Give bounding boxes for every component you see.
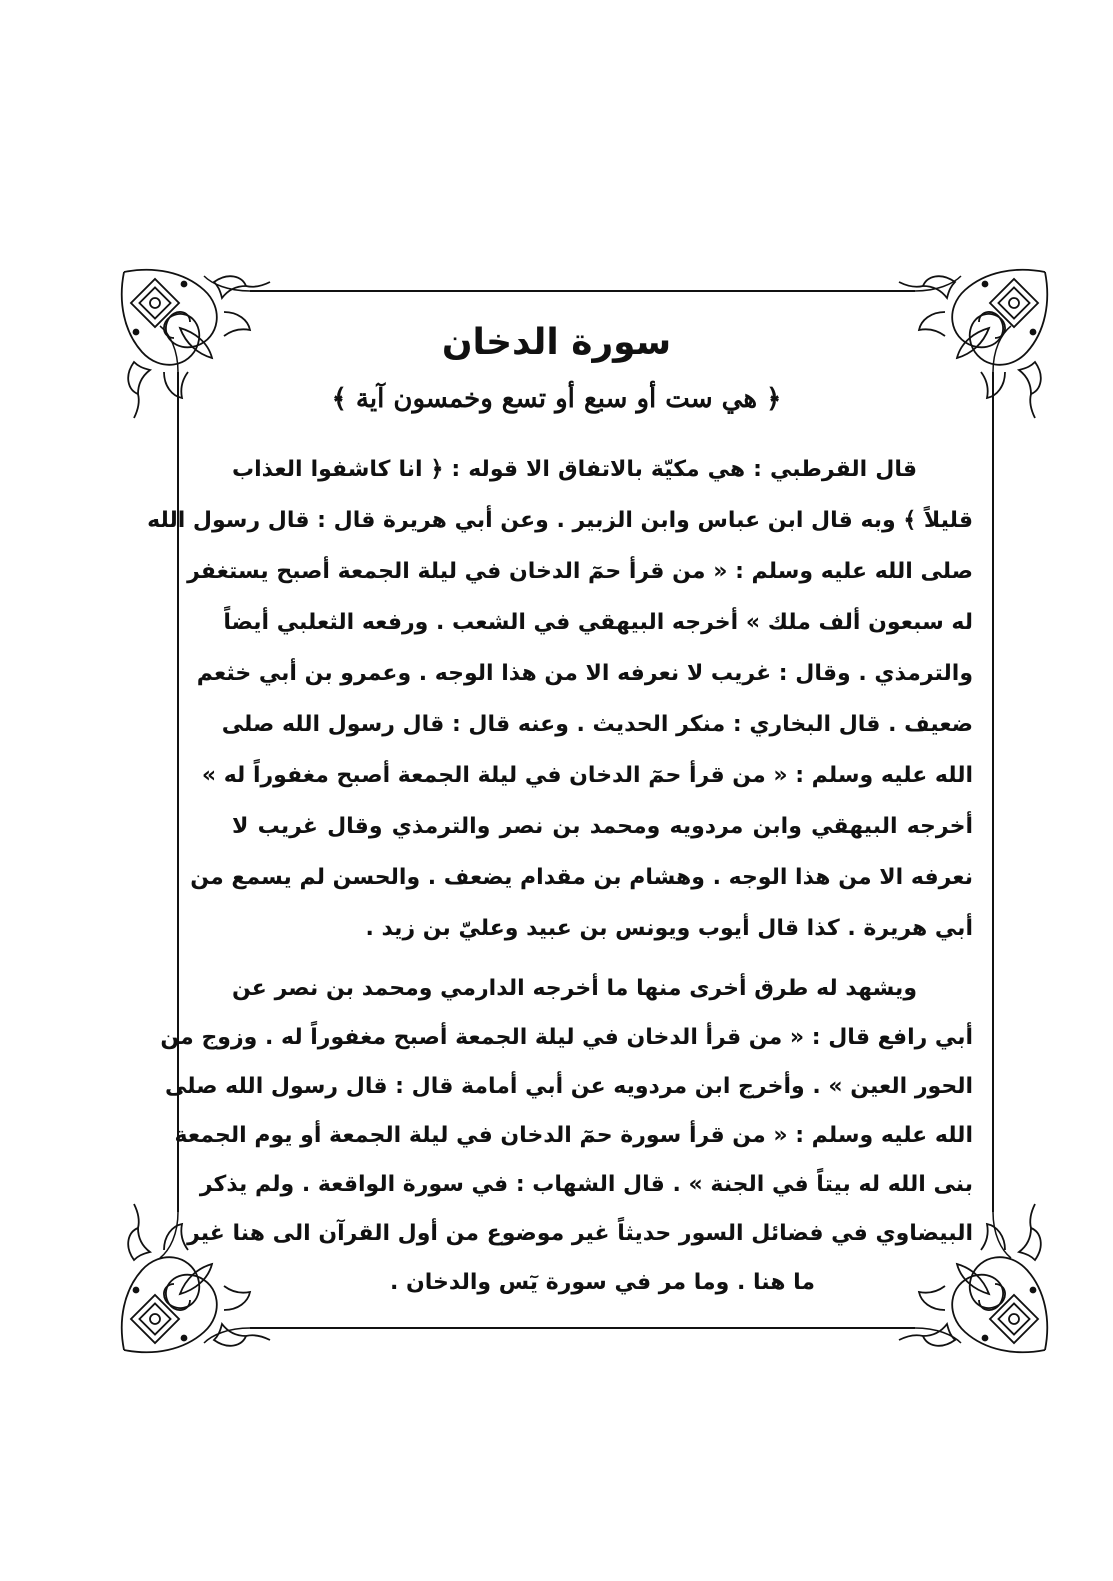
text-line: أخرجه البيهقي وابن مردويه ومحمد بن نصر والترمذي وقال غريب لا [232, 814, 973, 839]
curl-bl-v [160, 1212, 178, 1258]
text-line: بنى الله له بيتاً في الجنة » . قال الشهاب : في سورة الواقعة . ولم يذكر [199, 1172, 973, 1197]
paragraph-2 [160, 964, 973, 1307]
text-line: الله عليه وسلم : « من قرأ حمٓ الدخان في ليلة الجمعة أصبح مغفوراً له » [201, 763, 973, 788]
text-line: الحور العين » . وأخرج ابن مردويه عن أبي أمامة قال : قال رسول الله صلى [164, 1074, 973, 1099]
surah-subtitle: ﴿ هي ست أو سبع أو تسع وخمسون آية ﴾ [331, 384, 782, 414]
surah-title: سورة الدخان [441, 322, 672, 363]
text-line: أبي رافع قال : « من قرأ الدخان في ليلة الجمعة أصبح مغفوراً له . وزوج من [160, 1025, 973, 1050]
text-line: البيضاوي في فضائل السور حديثاً غير موضوع من أول القرآن الى هنا غير [187, 1221, 973, 1246]
text-line: والترمذي . وقال : غريب لا نعرفه الا من هذا الوجه . وعمرو بن أبي خثعم [196, 661, 973, 686]
text-line: ما هنا . وما مر في سورة يٓس والدخان . [389, 1270, 816, 1295]
paragraph-1 [147, 444, 973, 954]
text-line: ويشهد له طرق أخرى منها ما أخرجه الدارمي ومحمد بن نصر عن [232, 976, 917, 1001]
text-line: الله عليه وسلم : « من قرأ سورة حمٓ الدخان في ليلة الجمعة أو يوم الجمعة [174, 1123, 973, 1148]
text-line: نعرفه الا من هذا الوجه . وهشام بن مقدام يضعف . والحسن لم يسمع من [190, 865, 973, 890]
curl-tl-h [204, 276, 250, 291]
text-line: قال القرطبي : هي مكيّة بالاتفاق الا قوله : ﴿ انا كاشفوا العذاب [232, 457, 917, 482]
text-line: قليلاً ﴾ وبه قال ابن عباس وابن الزبير . وعن أبي هريرة قال : قال رسول الله [147, 508, 973, 533]
text-line: صلى الله عليه وسلم : « من قرأ حمٓ الدخان في ليلة الجمعة أصبح يستغفر [187, 559, 973, 584]
text-line: أبي هريرة . كذا قال أيوب ويونس بن عبيد وعليّ بن زيد . [365, 916, 973, 941]
text-line: ضعيف . قال البخاري : منكر الحديث . وعنه قال : قال رسول الله صلى [221, 712, 973, 737]
text-line: له سبعون ألف ملك » أخرجه البيهقي في الشعب . ورفعه الثعلبي أيضاً [223, 610, 973, 635]
